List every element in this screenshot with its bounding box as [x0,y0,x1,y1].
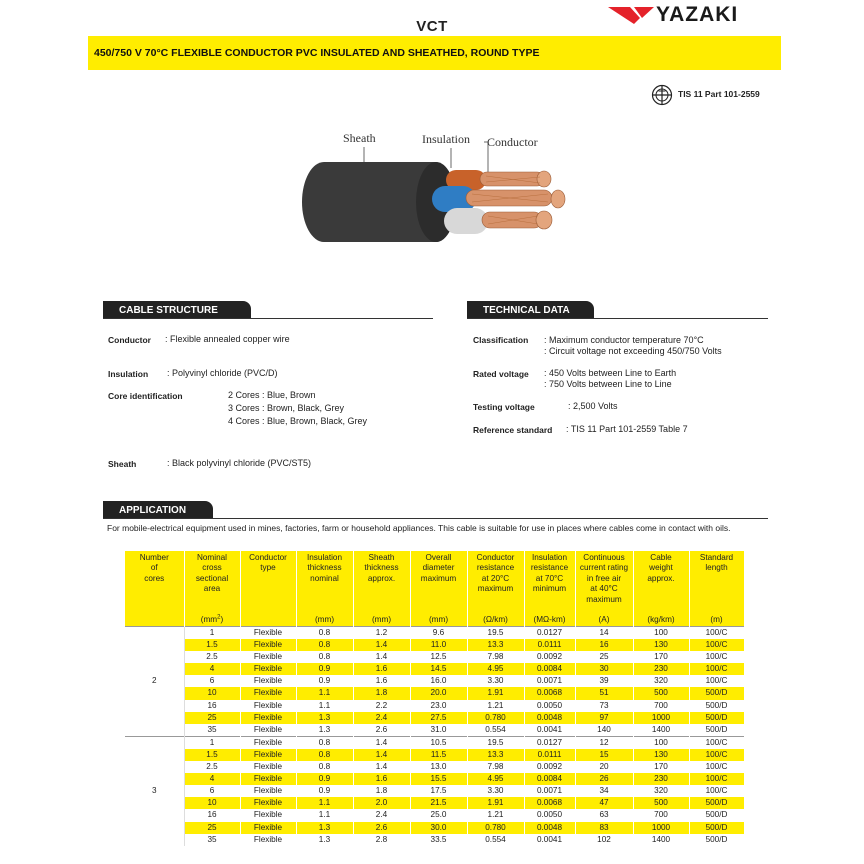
table-cell: 0.0071 [524,785,575,797]
table-cell: 100/C [689,651,744,663]
table-cell: 700 [633,700,689,712]
table-cell: 0.780 [467,712,524,724]
table-cell: 10 [184,797,240,809]
cores-cell: 2 [125,627,184,737]
table-cell: 4.95 [467,773,524,785]
table-cell: 0.0092 [524,761,575,773]
table-cell: 1.6 [353,773,410,785]
table-cell: 0.554 [467,724,524,737]
table-cell: 2.2 [353,700,410,712]
table-cell: 500/D [689,797,744,809]
specification-table [125,551,745,846]
table-cell: 39 [575,675,633,687]
standard-badge-text: TIS 11 Part 101-2559 [678,89,760,99]
table-cell: Flexible [240,773,296,785]
column-header-7: Insulation resistance at 70°C minimum (MΩ-km) [524,551,575,627]
table-cell: 30 [575,663,633,675]
table-cell: 1.1 [296,809,353,821]
title-banner [88,36,781,70]
column-header-4: Sheath thickness approx. (mm) [353,551,410,627]
table-cell: Flexible [240,761,296,773]
column-header-3: Insulation thickness nominal (mm) [296,551,353,627]
table-cell: 31.0 [410,724,467,737]
table-cell: 16 [575,639,633,651]
table-cell: 1 [184,627,240,640]
table-cell: 1.1 [296,687,353,699]
table-row [125,724,744,737]
table-cell: 1.3 [296,834,353,846]
table-cell: 6 [184,785,240,797]
table-cell: 1.91 [467,797,524,809]
application-description: For mobile-electrical equipment used in mines, factories, farm or household appliances. This cable is suitable for use in places where cables come in contact with oils. [107,523,731,533]
banner-title: 450/750 V 70°C FLEXIBLE CONDUCTOR PVC INSULATED AND SHEATHED, ROUND TYPE [94,47,540,59]
table-cell: 12.5 [410,651,467,663]
conductor-label: Conductor [108,335,151,345]
table-cell: 83 [575,822,633,834]
table-cell: 0.0092 [524,651,575,663]
column-header-9: Cable weight approx. (kg/km) [633,551,689,627]
table-cell: 2.6 [353,822,410,834]
table-cell: 13.3 [467,639,524,651]
table-cell: 100/C [689,749,744,761]
column-unit: (mm) [314,614,335,624]
conductor-value: : Flexible annealed copper wire [165,334,290,344]
table-row [125,687,744,699]
column-header-1: Nominal cross sectional area $(mm^2)$ [184,551,240,627]
table-cell: 1.91 [467,687,524,699]
table-cell: 25 [184,822,240,834]
table-cell: 3.30 [467,785,524,797]
table-row [125,797,744,809]
table-cell: 500/D [689,822,744,834]
table-cell: 0.0048 [524,712,575,724]
table-row [125,809,744,821]
table-cell: 2.6 [353,724,410,737]
table-cell: 1.3 [296,822,353,834]
table-cell: 1.1 [296,700,353,712]
classification-value-1: : Maximum conductor temperature 70°C [544,335,704,345]
table-cell: 73 [575,700,633,712]
column-unit: (m) [710,614,723,624]
table-cell: 25.0 [410,809,467,821]
table-cell: 100/C [689,761,744,773]
classification-label: Classification [473,335,529,345]
table-cell: Flexible [240,724,296,737]
application-heading-bar [103,501,768,519]
table-cell: 102 [575,834,633,846]
table-cell: 7.98 [467,761,524,773]
table-cell: 16 [184,809,240,821]
table-cell: 130 [633,749,689,761]
table-cell: Flexible [240,834,296,846]
table-cell: 0.780 [467,822,524,834]
document-title: VCT [416,18,448,35]
table-cell: 1.4 [353,639,410,651]
table-cell: 0.554 [467,834,524,846]
table-cell: 1 [184,736,240,749]
table-cell: 47 [575,797,633,809]
table-cell: 1.5 [184,749,240,761]
table-cell: 170 [633,651,689,663]
table-cell: 1.8 [353,687,410,699]
table-row [125,712,744,724]
reference-standard-label: Reference standard [473,425,553,435]
table-cell: 2.5 [184,651,240,663]
table-cell: 14 [575,627,633,640]
column-unit: (mm) [371,614,392,624]
sheath-value: : Black polyvinyl chloride (PVC/ST5) [167,458,312,468]
table-cell: 0.0127 [524,627,575,640]
table-cell: Flexible [240,687,296,699]
table-row [125,834,744,846]
table-row [125,651,744,663]
table-cell: 27.5 [410,712,467,724]
classification-value-2: : Circuit voltage not exceeding 450/750 Volts [544,346,722,356]
table-cell: 13.0 [410,761,467,773]
table-cell: 11.0 [410,639,467,651]
column-unit: (Ω/km) [483,614,508,624]
table-cell: 1.4 [353,749,410,761]
table-cell: 500/D [689,834,744,846]
table-cell: 6 [184,675,240,687]
table-cell: 20.0 [410,687,467,699]
rated-voltage-value-1: : 450 Volts between Line to Earth [544,368,677,378]
table-cell: 0.8 [296,736,353,749]
table-cell: 170 [633,761,689,773]
table-cell: 100/C [689,773,744,785]
column-unit: (A) [598,614,610,624]
column-unit: $(mm^2)$ [200,613,224,624]
table-row [125,785,744,797]
table-cell: 1.21 [467,700,524,712]
table-cell: 15 [575,749,633,761]
table-row [125,773,744,785]
table-cell: 2.4 [353,809,410,821]
testing-voltage-value: : 2,500 Volts [568,401,618,411]
table-cell: 0.0048 [524,822,575,834]
table-cell: 0.0084 [524,663,575,675]
table-cell: 0.8 [296,761,353,773]
table-cell: Flexible [240,700,296,712]
table-cell: 0.0050 [524,809,575,821]
table-cell: Flexible [240,785,296,797]
table-cell: 25 [575,651,633,663]
table-cell: 35 [184,724,240,737]
table-cell: Flexible [240,663,296,675]
core-value-3: 3 Cores : Brown, Black, Grey [228,403,345,413]
technical-data-heading: TECHNICAL DATA [467,301,594,319]
table-cell: Flexible [240,797,296,809]
table-cell: 0.9 [296,785,353,797]
table-cell: 33.5 [410,834,467,846]
table-cell: 12 [575,736,633,749]
table-cell: Flexible [240,627,296,640]
table-cell: 16.0 [410,675,467,687]
table-cell: 0.8 [296,627,353,640]
table-row [125,663,744,675]
table-cell: 13.3 [467,749,524,761]
table-cell: Flexible [240,639,296,651]
table-cell: 2.5 [184,761,240,773]
table-cell: 14.5 [410,663,467,675]
table-cell: 100 [633,627,689,640]
column-header-6: Conductor resistance at 20°C maximum (Ω/km) [467,551,524,627]
table-cell: 0.0050 [524,700,575,712]
table-cell: 3.30 [467,675,524,687]
table-cell: 0.0071 [524,675,575,687]
column-header-2: Conductor type [240,551,296,627]
table-cell: 97 [575,712,633,724]
table-cell: 2.8 [353,834,410,846]
table-cell: 500/D [689,809,744,821]
table-cell: 230 [633,663,689,675]
table-cell: 320 [633,675,689,687]
table-cell: 140 [575,724,633,737]
table-cell: Flexible [240,822,296,834]
table-cell: 0.0041 [524,834,575,846]
table-cell: 500 [633,687,689,699]
table-cell: 500/D [689,687,744,699]
yazaki-mark-icon [608,4,654,26]
table-cell: 700 [633,809,689,821]
table-cell: 1.4 [353,651,410,663]
table-cell: 1.1 [296,797,353,809]
table-cell: 100/C [689,639,744,651]
table-cell: 0.0111 [524,749,575,761]
table-row [125,761,744,773]
standard-badge [651,84,760,108]
table-cell: 7.98 [467,651,524,663]
table-cell: 1.4 [353,761,410,773]
table-cell: 63 [575,809,633,821]
cable-structure-heading-bar [103,301,433,319]
table-cell: 100/C [689,736,744,749]
table-cell: 51 [575,687,633,699]
table-cell: Flexible [240,675,296,687]
table-cell: 4 [184,663,240,675]
grey-core [444,208,488,234]
cores-cell: 3 [125,736,184,845]
table-cell: 25 [184,712,240,724]
table-body [125,627,744,846]
column-header-8: Continuous current rating in free air at 40°C maximum (A) [575,551,633,627]
table-cell: 100/C [689,663,744,675]
table-cell: 1.21 [467,809,524,821]
conductor-label: Conductor [487,135,538,149]
table-cell: 500/D [689,700,744,712]
table-cell: 0.0127 [524,736,575,749]
table-cell: 1.5 [184,639,240,651]
table-cell: Flexible [240,736,296,749]
table-cell: 1000 [633,822,689,834]
table-row [125,736,744,749]
table-cell: 21.5 [410,797,467,809]
table-cell: 1.2 [353,627,410,640]
table-row [125,749,744,761]
table-cell: 0.9 [296,675,353,687]
table-cell: 4 [184,773,240,785]
table-cell: 1400 [633,834,689,846]
core-value-2: 2 Cores : Blue, Brown [228,390,316,400]
table-cell: 100/C [689,627,744,640]
table-cell: 10.5 [410,736,467,749]
table-row [125,627,744,640]
rated-voltage-label: Rated voltage [473,369,529,379]
testing-voltage-label: Testing voltage [473,402,535,412]
table-cell: 0.9 [296,773,353,785]
tis-mark-icon [651,84,673,106]
column-unit: (kg/km) [647,614,675,624]
yazaki-logo [608,4,778,26]
table-cell: 1.3 [296,712,353,724]
column-unit: (mm) [428,614,449,624]
table-cell: 100 [633,736,689,749]
table-cell: 16 [184,700,240,712]
insulation-label: Insulation [108,369,149,379]
table-cell: 500/D [689,712,744,724]
table-cell: 10 [184,687,240,699]
reference-standard-value: : TIS 11 Part 101-2559 Table 7 [566,424,688,434]
table-cell: 1.6 [353,663,410,675]
table-cell: 15.5 [410,773,467,785]
table-cell: Flexible [240,809,296,821]
cable-diagram [296,128,576,248]
table-cell: 4.95 [467,663,524,675]
table-cell: Flexible [240,712,296,724]
rated-voltage-value-2: : 750 Volts between Line to Line [544,379,672,389]
table-cell: 1.3 [296,724,353,737]
table-cell: 0.8 [296,749,353,761]
table-cell: 0.0068 [524,797,575,809]
table-cell: 320 [633,785,689,797]
table-cell: 11.5 [410,749,467,761]
brand-name: YAZAKI [656,3,739,26]
table-cell: 1.8 [353,785,410,797]
core-identification-label: Core identification [108,391,183,401]
table-cell: 0.0068 [524,687,575,699]
table-cell: Flexible [240,749,296,761]
table-cell: 30.0 [410,822,467,834]
table-cell: 100/C [689,785,744,797]
sheath-label-text: Sheath [108,459,137,469]
cable-structure-heading: CABLE STRUCTURE [103,301,251,319]
insulation-label: Insulation [422,132,470,146]
table-row [125,700,744,712]
table-cell: 2.0 [353,797,410,809]
column-header-10: Standard length (m) [689,551,744,627]
table-cell: 100/C [689,675,744,687]
table-cell: 26 [575,773,633,785]
table-cell: 1000 [633,712,689,724]
table-cell: 1400 [633,724,689,737]
table-cell: 17.5 [410,785,467,797]
table-cell: 34 [575,785,633,797]
application-heading: APPLICATION [103,501,213,519]
table-cell: 23.0 [410,700,467,712]
sheath-label: Sheath [343,131,376,145]
table-row [125,639,744,651]
table-cell: 1.6 [353,675,410,687]
table-cell: 0.0041 [524,724,575,737]
table-row [125,675,744,687]
table-cell: 0.8 [296,651,353,663]
table-row [125,822,744,834]
cable-illustration [296,128,576,248]
table-cell: 0.0111 [524,639,575,651]
column-unit: (MΩ-km) [533,614,566,624]
table-cell: 20 [575,761,633,773]
table-cell: 230 [633,773,689,785]
column-header-5: Overall diameter maximum (mm) [410,551,467,627]
table-cell: 500/D [689,724,744,737]
technical-data-heading-bar [467,301,768,319]
table-cell: 1.4 [353,736,410,749]
table-cell: 0.9 [296,663,353,675]
table-cell: 35 [184,834,240,846]
table-cell: 19.5 [467,627,524,640]
table-cell: 19.5 [467,736,524,749]
table-cell: 2.4 [353,712,410,724]
table-cell: 130 [633,639,689,651]
table-cell: 0.0084 [524,773,575,785]
column-header-0: Number of cores [125,551,184,627]
table-header-row [125,551,744,627]
insulation-value: : Polyvinyl chloride (PVC/D) [167,368,278,378]
table-cell: 0.8 [296,639,353,651]
table-cell: Flexible [240,651,296,663]
table-cell: 500 [633,797,689,809]
core-value-4: 4 Cores : Blue, Brown, Black, Grey [228,416,368,426]
table-cell: 9.6 [410,627,467,640]
